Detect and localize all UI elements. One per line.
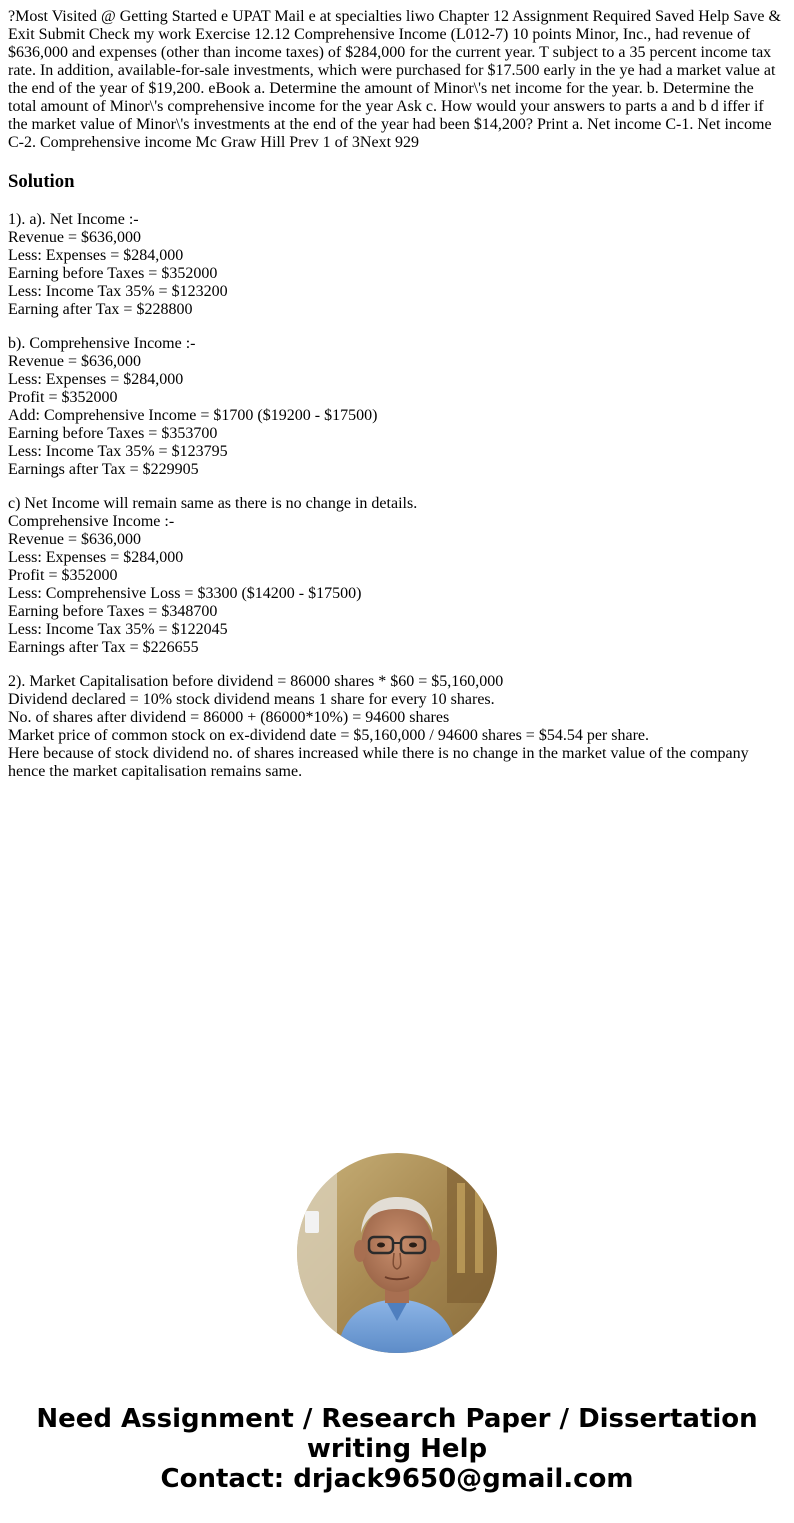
answer-line: Earnings after Tax = $226655 bbox=[8, 639, 199, 656]
answer-block-1c bbox=[8, 495, 786, 657]
answer-line: Revenue = $636,000 bbox=[8, 229, 141, 246]
answer-line: Less: Expenses = $284,000 bbox=[8, 247, 184, 264]
answer-line: Less: Income Tax 35% = $123795 bbox=[8, 443, 228, 460]
answer-line: Less: Expenses = $284,000 bbox=[8, 371, 184, 388]
promo-headline: Need Assignment / Research Paper / Dissertation writing Help bbox=[36, 1404, 758, 1464]
answer-line: c) Net Income will remain same as there is no change in details. bbox=[8, 495, 418, 512]
document-body bbox=[8, 8, 786, 797]
answer-line: Less: Income Tax 35% = $122045 bbox=[8, 621, 228, 638]
answer-line: Comprehensive Income :- bbox=[8, 513, 175, 530]
promo-banner bbox=[0, 1404, 794, 1494]
answer-line: Revenue = $636,000 bbox=[8, 531, 141, 548]
author-portrait-icon bbox=[297, 1153, 497, 1353]
answer-line: b). Comprehensive Income :- bbox=[8, 335, 196, 352]
answer-line: Add: Comprehensive Income = $1700 ($19200 - $17500) bbox=[8, 407, 378, 424]
answer-line: Earning before Taxes = $348700 bbox=[8, 603, 218, 620]
answer-line: No. of shares after dividend = 86000 + (86000*10%) = 94600 shares bbox=[8, 709, 450, 726]
answer-block-1b bbox=[8, 335, 786, 479]
promo-contact: Contact: drjack9650@gmail.com bbox=[160, 1464, 634, 1494]
answer-line: Earnings after Tax = $229905 bbox=[8, 461, 199, 478]
answer-line: Profit = $352000 bbox=[8, 389, 118, 406]
answer-line: Less: Expenses = $284,000 bbox=[8, 549, 184, 566]
answer-line: Dividend declared = 10% stock dividend means 1 share for every 10 shares. bbox=[8, 691, 495, 708]
answer-line: 2). Market Capitalisation before dividend = 86000 shares * $60 = $5,160,000 bbox=[8, 673, 504, 690]
answer-line: Less: Comprehensive Loss = $3300 ($14200 - $17500) bbox=[8, 585, 362, 602]
answer-line: Earning after Tax = $228800 bbox=[8, 301, 193, 318]
answer-line: 1). a). Net Income :- bbox=[8, 211, 139, 228]
answer-block-2 bbox=[8, 673, 786, 781]
answer-line: Less: Income Tax 35% = $123200 bbox=[8, 283, 228, 300]
answer-line: Earning before Taxes = $352000 bbox=[8, 265, 218, 282]
answer-line: Market price of common stock on ex-dividend date = $5,160,000 / 94600 shares = $54.54 per share. bbox=[8, 727, 650, 744]
answer-line: Earning before Taxes = $353700 bbox=[8, 425, 218, 442]
answer-line: Profit = $352000 bbox=[8, 567, 118, 584]
author-avatar bbox=[297, 1153, 497, 1353]
answer-line: Here because of stock dividend no. of shares increased while there is no change in the market value of the company hence the market capitalisation remains same. bbox=[8, 745, 749, 780]
solution-heading: Solution bbox=[8, 171, 75, 192]
question-text: ?Most Visited @ Getting Started e UPAT Mail e at specialties liwo Chapter 12 Assignment Required Saved Help Save & Exit Submit Check my work Exercise 12.12 Comprehensive Income (L012-7) 10 points Minor, Inc., had revenue of $636,000 and expenses (other than income taxes) of $284,000 for the current year. T subject to a 35 percent income tax rate. In addition, available-for-sale investments, which were purchased for $17.500 early in the ye had a market value at the end of the year of $19,200. eBook a. Determine the amount of Minor\'s net income for the year. b. Determine the total amount of Minor\'s comprehensive income for the year Ask c. How would your answers to parts a and b d iffer if the market value of Minor\'s investments at the end of the year had been $14,200? Print a. Net income C-1. Net income C-2. Comprehensive income Mc Graw Hill Prev 1 of 3Next 929 bbox=[8, 8, 781, 151]
answer-line: Revenue = $636,000 bbox=[8, 353, 141, 370]
answer-block-1a bbox=[8, 211, 786, 319]
